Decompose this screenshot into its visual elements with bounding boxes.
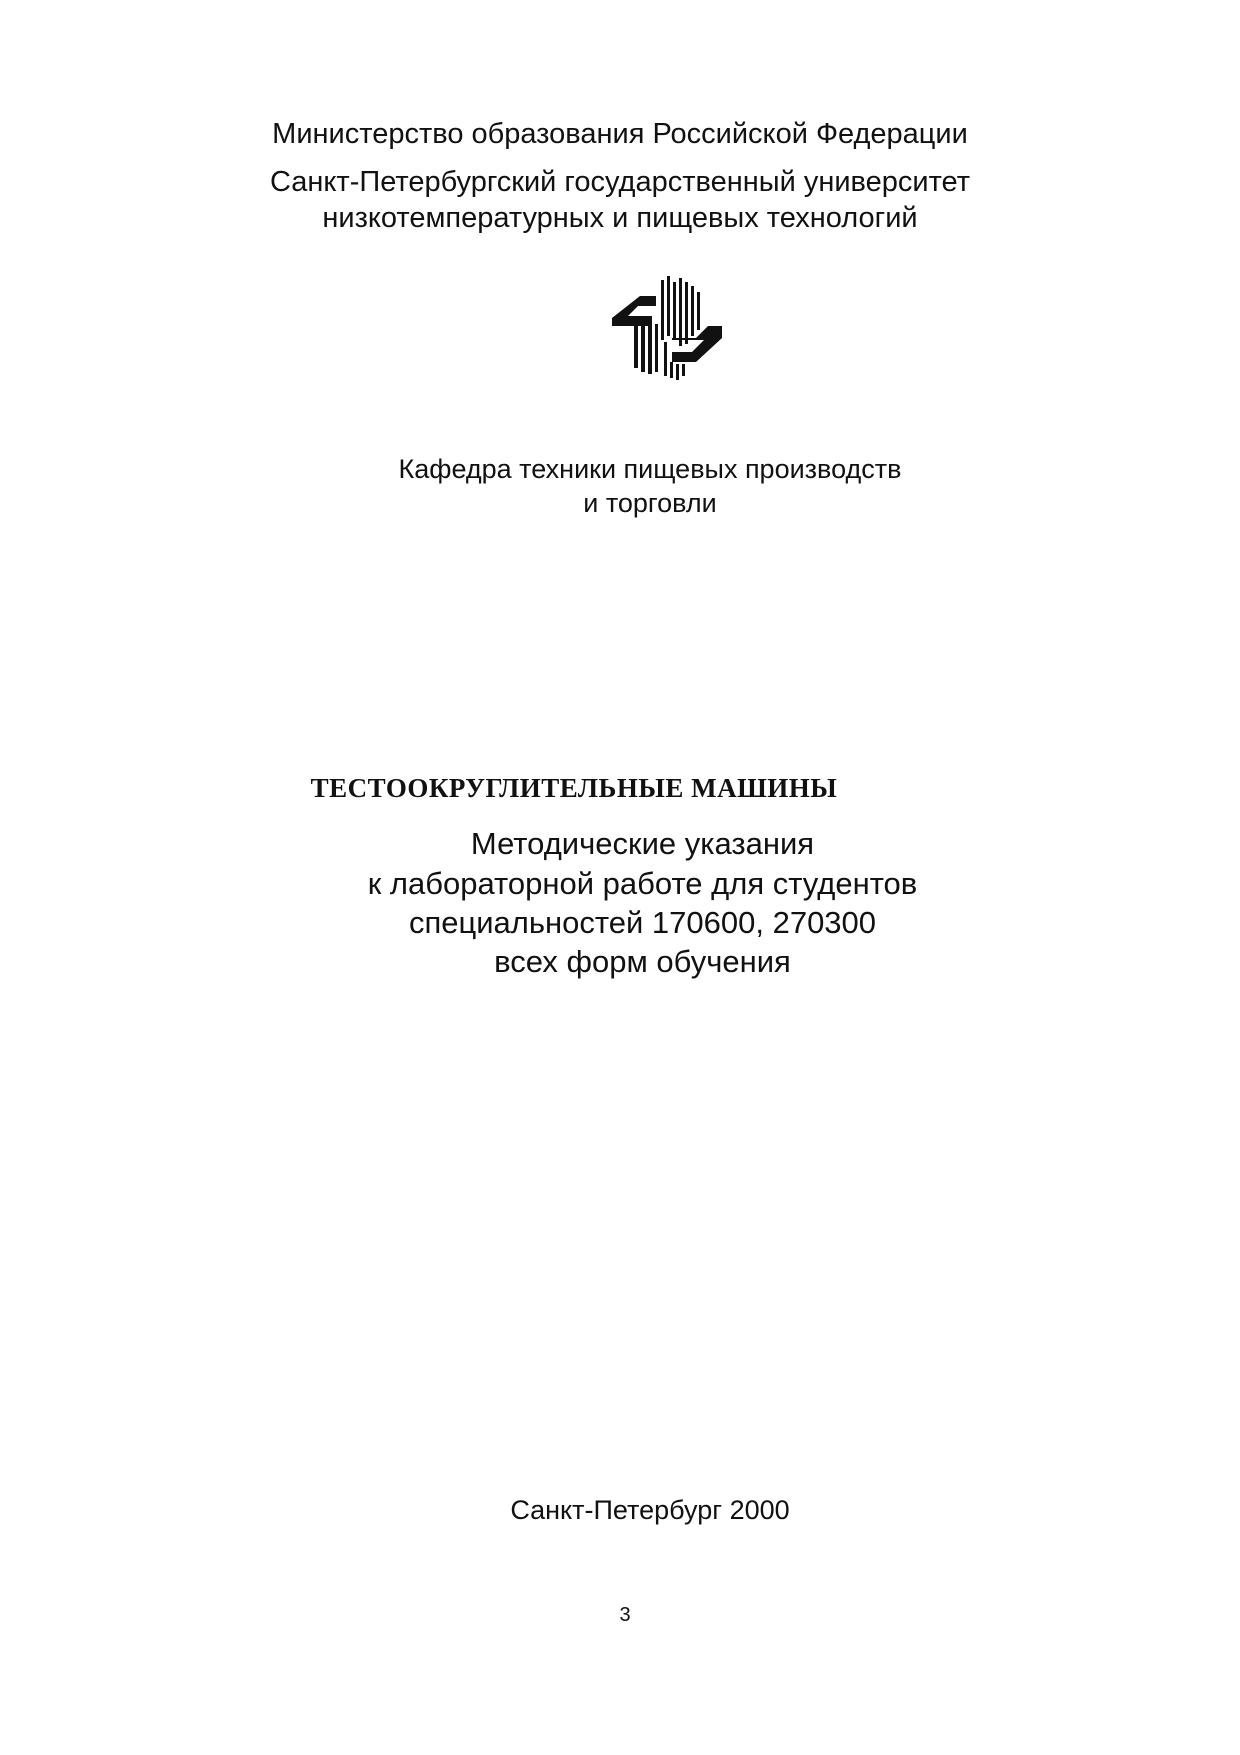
subtitle-line-4: всех форм обучения (494, 944, 791, 979)
university-name-line-1: Санкт-Петербургский государственный университет (269, 166, 970, 198)
subtitle-line-2: к лабораторной работе для студентов (367, 866, 918, 901)
university-name-line-2: низкотемпературных и пищевых технологий (322, 202, 918, 234)
department-line-2: и торговли (583, 488, 717, 518)
university-emblem-icon (612, 276, 722, 380)
city-year: Санкт-Петербург 2000 (510, 1495, 790, 1525)
subtitle-line-3: специальностей 170600, 270300 (408, 905, 877, 940)
subtitle-line-1: Методические указания (470, 826, 815, 861)
document-title: ТЕСТООКРУГЛИТЕЛЬНЫЕ МАШИНЫ (310, 773, 838, 803)
ministry-name: Министерство образования Российской Федерации (272, 118, 968, 150)
department-line-1: Кафедра техники пищевых производств (398, 454, 902, 484)
page-number: 3 (619, 1604, 631, 1626)
